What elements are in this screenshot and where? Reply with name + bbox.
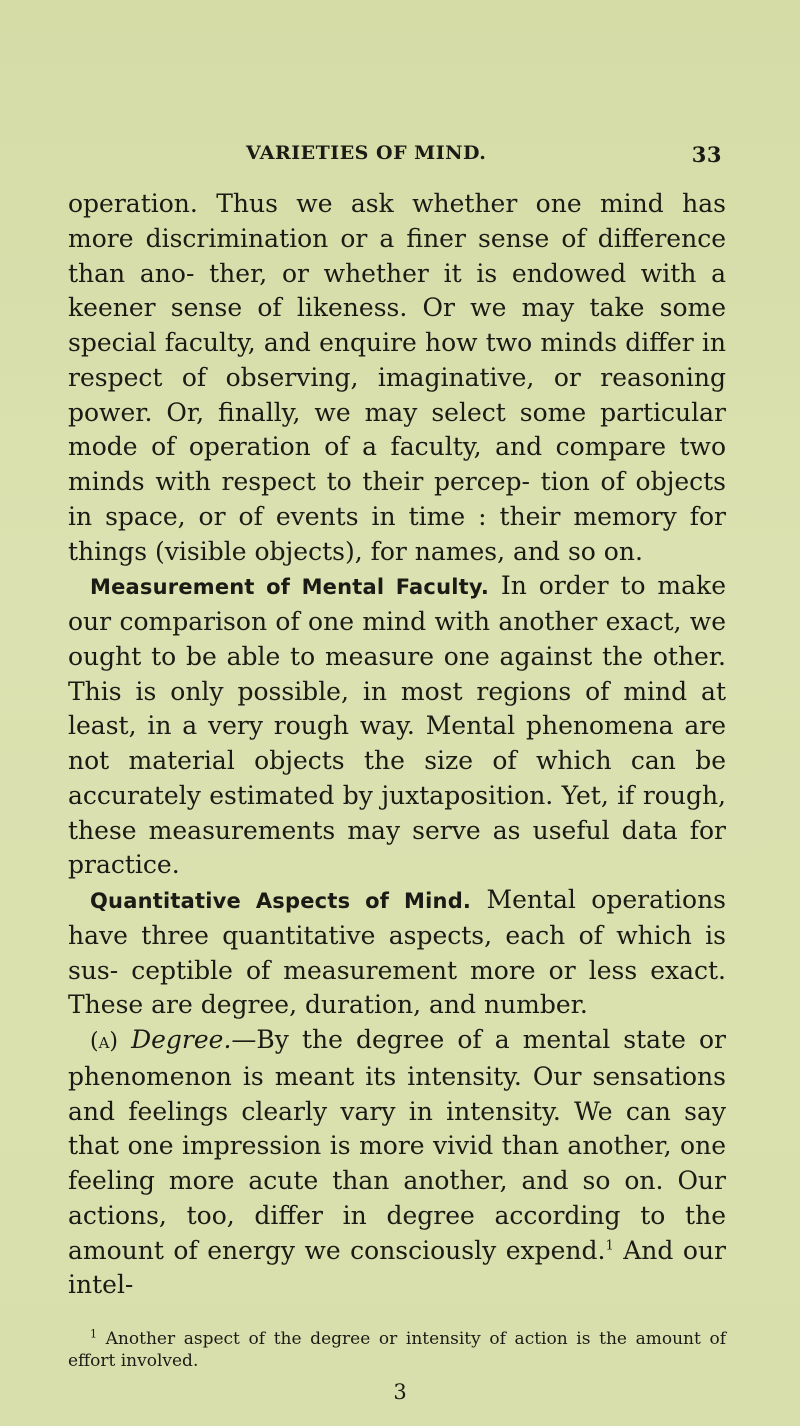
footnote-marker: 1 [90, 1327, 97, 1341]
paragraph-degree-text: —By the degree of a mental state or phenomenon is meant its intensity. Our sensations and feelings clearly vary in intensity. We can say that one impression is more vivid than another, one feeling more acute than another, and so on. Our actions, too, differ in degree according to the amount of energy we consciously expend. [68, 1025, 726, 1265]
running-head [68, 142, 722, 172]
term-degree: Degree. [131, 1025, 232, 1054]
page-number: 33 [691, 142, 722, 167]
paragraph-degree-tail: And our intel- [68, 1235, 726, 1300]
body-text [68, 187, 726, 1303]
footnote-text-block [68, 1328, 726, 1372]
paragraph-operation: operation. Thus we ask whether one mind has more discrimination or a finer sense of difference than ano- ther, or whether it is endowed with a keener sense of likeness. Or we may take some special faculty, and enquire how two minds differ in respect of observing, imaginative, or reasoning power. Or, finally, we may select some particular mode of operation of a faculty, and compare two minds with respect to their percep- tion of objects in space, or of events in time : their memory for things (visible objects), for names, and so on. [68, 189, 726, 566]
running-title: VARIETIES OF MIND. [246, 142, 487, 164]
paragraph-measurement [68, 569, 726, 883]
paragraph-quantitative [68, 883, 726, 1023]
signature-mark: 3 [393, 1380, 407, 1404]
paragraph-quantitative-text: Mental operations have three quantitative aspects, each of which is sus- ceptible of measurement more or less exact. These are degree, duration, and number. [68, 885, 726, 1020]
sidehead-quantitative: Quantitative Aspects of Mind. [90, 889, 472, 913]
sidehead-measurement: Measurement of Mental Faculty. [90, 575, 489, 600]
paragraph-measurement-text: In order to make our comparison of one mind with another exact, we ought to be able to measure one against the other. This is only possible, in most regions of mind at least, in a very rough way. Mental phenomena are not material objects the size of which can be accurately estimated by juxtaposition. Yet, if rough, these measurements may serve as useful data for practice. [68, 571, 726, 880]
footnote-reference[interactable]: 1 [605, 1238, 614, 1254]
item-label: (a) [90, 1029, 118, 1054]
paragraph-degree [68, 1023, 726, 1303]
footnote [68, 1328, 726, 1372]
footnote-text: Another aspect of the degree or intensity of action is the amount of effort involved. [68, 1329, 726, 1371]
